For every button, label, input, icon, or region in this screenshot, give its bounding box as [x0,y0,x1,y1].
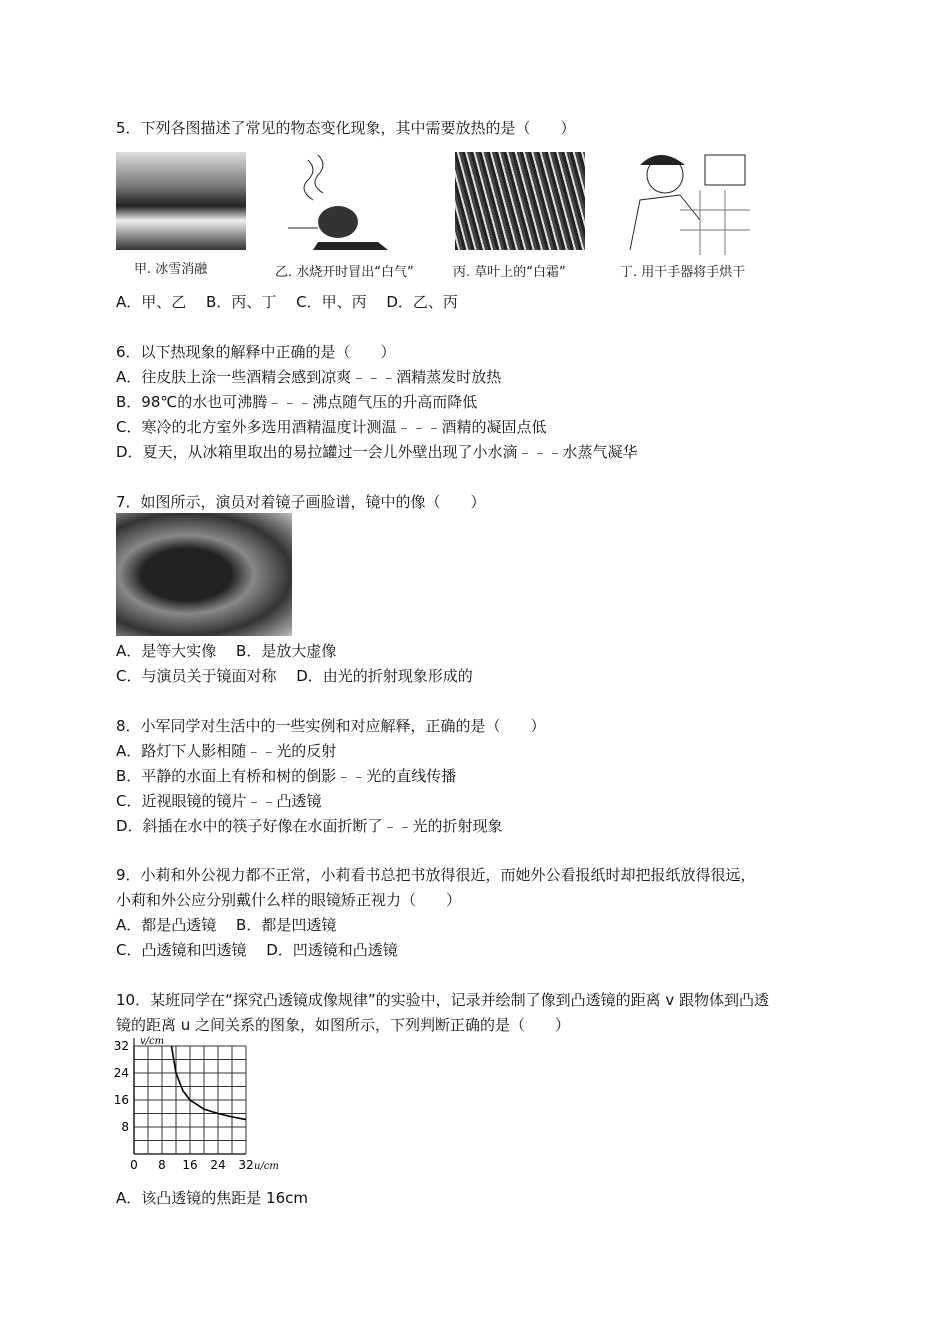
x-tick-label: 0 [130,1158,138,1172]
q9-stem-2: 小莉和外公应分别戴什么样的眼镜矫正视力（ ） [116,891,462,909]
q10-stem-2: 镜的距离 u 之间关系的图象，如图所示，下列判断正确的是（ ） [116,1016,571,1034]
opera-mirror-image [116,513,292,636]
y-tick-label: 16 [113,1093,129,1107]
q5-stem: 5．下列各图描述了常见的物态变化现象，其中需要放热的是（ ） [116,119,576,137]
q8-option-b: B．平静的水面上有桥和树的倒影﹣﹣光的直线传播 [116,767,457,785]
caption-bing: 丙. 草叶上的“白霜” [453,265,566,280]
q8-stem: 8．小军同学对生活中的一些实例和对应解释，正确的是（ ） [116,717,546,735]
y-axis-label: v/cm [140,1036,165,1047]
y-tick-label: 32 [113,1039,129,1053]
q6-option-c: C．寒冷的北方室外多选用酒精温度计测温﹣﹣﹣酒精的凝固点低 [116,418,547,436]
x-tick-label: 24 [210,1158,226,1172]
x-tick-label: 32 [238,1158,254,1172]
q6-option-b: B．98℃的水也可沸腾﹣﹣﹣沸点随气压的升高而降低 [116,393,478,411]
y-tick-label: 8 [121,1120,129,1134]
q6-stem: 6．以下热现象的解释中正确的是（ ） [116,343,396,361]
frost-grass-image [455,152,585,250]
caption-ding: 丁. 用干手器将手烘干 [620,265,746,280]
v-u-curve [171,1046,246,1120]
q7-options-2: C．与演员关于镜面对称 D．由光的折射现象形成的 [116,667,473,685]
caption-yi: 乙. 水烧开时冒出“白气” [275,265,414,280]
q9-stem-1: 9．小莉和外公视力都不正常，小莉看书总把书放得很近，而她外公看报纸时却把报纸放得很远， [116,866,756,884]
q9-options-1: A．都是凸透镜 B．都是凹透镜 [116,916,337,934]
q6-option-a: A．往皮肤上涂一些酒精会感到凉爽﹣﹣﹣酒精蒸发时放热 [116,368,502,386]
snow-melt-image [116,152,246,250]
kettle-image [288,150,398,250]
q10-option-a: A．该凸透镜的焦距是 16cm [116,1189,308,1207]
q10-stem-1: 10．某班同学在“探究凸透镜成像规律”的实验中，记录并绘制了像到凸透镜的距离 v 跟物体到凸透 [116,991,770,1009]
q6-option-d: D．夏天，从冰箱里取出的易拉罐过一会儿外壁出现了小水滴﹣﹣﹣水蒸气凝华 [116,443,638,461]
caption-jia: 甲. 冰雪消融 [134,262,208,277]
x-tick-label: 8 [158,1158,166,1172]
q8-option-c: C．近视眼镜的镜片﹣﹣凸透镜 [116,792,322,810]
x-axis-label: u/cm [254,1161,279,1172]
q5-options: A．甲、乙 B．丙、丁 C．甲、丙 D．乙、丙 [116,293,458,311]
hand-dryer-image [620,150,750,255]
q7-options-1: A．是等大实像 B．是放大虚像 [116,642,337,660]
x-tick-label: 16 [182,1158,198,1172]
v-u-chart [110,1036,300,1181]
y-tick-label: 24 [113,1066,129,1080]
q7-stem: 7．如图所示，演员对着镜子画脸谱，镜中的像（ ） [116,493,486,511]
q8-option-d: D．斜插在水中的筷子好像在水面折断了﹣﹣光的折射现象 [116,817,503,835]
q8-option-a: A．路灯下人影相随﹣﹣光的反射 [116,742,337,760]
q9-options-2: C．凸透镜和凹透镜 D．凹透镜和凸透镜 [116,941,398,959]
